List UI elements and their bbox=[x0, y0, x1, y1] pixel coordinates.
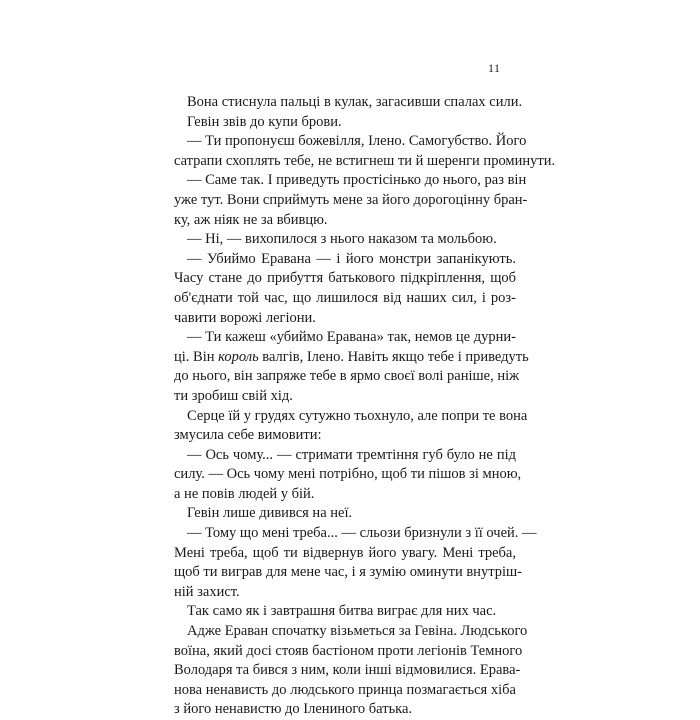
text-line: силу. — Ось чому мені потрібно, щоб ти пішов зі мною, bbox=[174, 466, 522, 483]
text-line: — Ти кажеш «убиймо Еравана» так, немов це дурни- bbox=[187, 329, 516, 346]
text-line: воїна, який досі стояв бастіоном проти легіонів Темного bbox=[174, 642, 523, 659]
text-line: нова ненависть до людського принца позмагається хіба bbox=[174, 681, 516, 698]
text-line: а не повів людей у бій. bbox=[174, 485, 315, 502]
text-line: з його ненавистю до Ілениного батька. bbox=[174, 701, 413, 718]
text-line: — Ось чому... — стримати тремтіння губ було не під bbox=[187, 446, 516, 463]
text-line: ти зробиш свій хід. bbox=[174, 387, 293, 404]
text-line: — Саме так. І приведуть простісінько до нього, раз він bbox=[187, 172, 527, 189]
body-text bbox=[174, 93, 556, 720]
text-line: — Ні, — вихопилося з нього наказом та мольбою. bbox=[187, 231, 497, 248]
text-line: Часу стане до прибуття батькового підкріплення, щоб bbox=[174, 270, 516, 287]
text-line: Вона стиснула пальці в кулак, загасивши спалах сили. bbox=[187, 94, 523, 110]
text-line: Адже Ераван спочатку візьметься за Гевіна. Людського bbox=[187, 623, 528, 640]
text-line: Так само як і завтрашня битва виграє для них час. bbox=[187, 603, 497, 620]
text-line: — Убиймо Еравана — і його монстри запанікують. bbox=[187, 250, 516, 267]
text-line: Гевін звів до купи брови. bbox=[187, 113, 342, 130]
text-line: сатрапи схоплять тебе, не встигнеш ти й шеренги проминути. bbox=[174, 152, 556, 169]
text-line: ній захист. bbox=[174, 583, 240, 600]
text-line: Володаря та бився з ним, коли інші відмовилися. Ерава- bbox=[174, 662, 521, 679]
text-line: об'єднати той час, що лишилося від наших сил, і роз- bbox=[174, 289, 516, 306]
text-line: ці. Він король валгів, Ілено. Навіть якщо тебе і приведуть bbox=[174, 348, 529, 365]
text-line: змусила себе вимовити: bbox=[174, 427, 322, 444]
text-line: щоб ти виграв для мене час, і я зумію оминути внутріш- bbox=[174, 564, 522, 581]
text-line: уже тут. Вони сприймуть мене за його дорогоцінну бран- bbox=[174, 191, 528, 208]
text-line: Мені треба, щоб ти відвернув його увагу. Мені треба, bbox=[174, 544, 516, 561]
text-line: чавити ворожі легіони. bbox=[174, 309, 316, 326]
text-line: Серце їй у грудях сутужно тьохнуло, але попри те вона bbox=[187, 407, 528, 424]
text-line: — Ти пропонуєш божевілля, Ілено. Самогубство. Його bbox=[187, 133, 527, 150]
page-number: 11 bbox=[488, 61, 501, 75]
text-line: ку, аж ніяк не за вбивцю. bbox=[174, 211, 328, 228]
text-line: Гевін лише дивився на неї. bbox=[187, 505, 353, 522]
text-line: до нього, він запряже тебе в ярмо своєї волі раніше, ніж bbox=[174, 368, 520, 385]
emphasis-word: король bbox=[218, 348, 259, 365]
text-line: — Тому що мені треба... — сльози бризнули з її очей. — bbox=[187, 525, 537, 542]
